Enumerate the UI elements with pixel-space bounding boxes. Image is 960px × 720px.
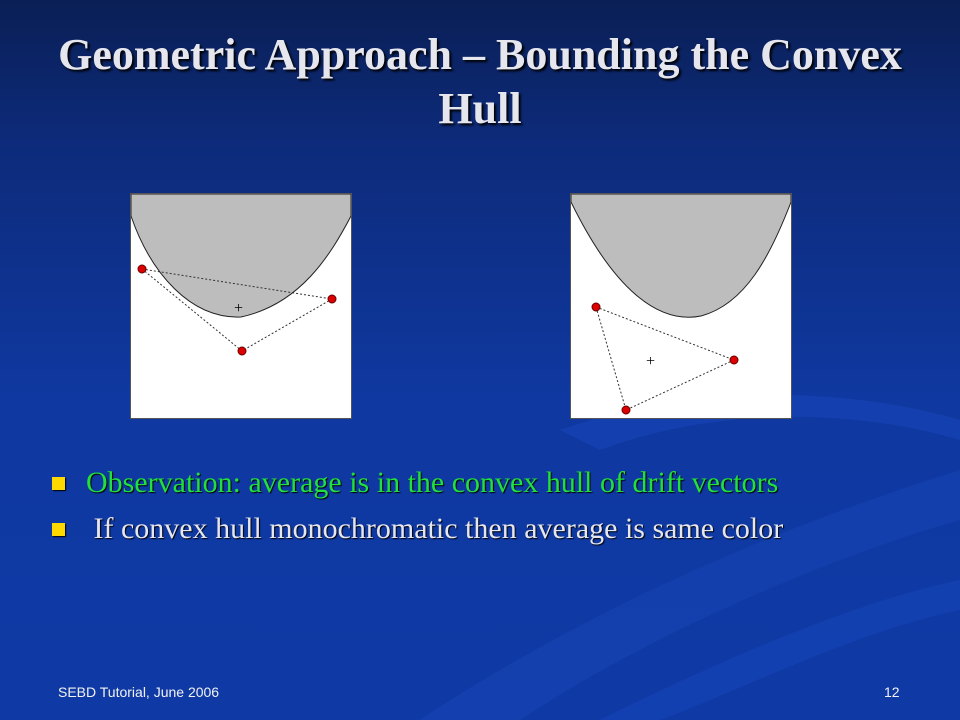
right-point-c <box>622 406 630 414</box>
left-shaded-region <box>131 194 351 317</box>
bullet-list <box>52 464 932 556</box>
left-average-marker: + <box>234 300 244 317</box>
bullet-observation <box>52 464 932 502</box>
bullet-monochromatic-text: If convex hull monochromatic then average is same color <box>86 512 784 545</box>
left-figure <box>130 193 352 419</box>
right-shaded-region <box>571 194 791 317</box>
left-figure-drawing <box>131 194 351 418</box>
right-point-a <box>592 303 600 311</box>
right-point-b <box>730 356 738 364</box>
bullet-monochromatic <box>52 510 932 548</box>
page-number: 12 <box>884 684 900 700</box>
right-hull-edges <box>596 307 734 410</box>
bullet-square-icon <box>52 477 65 490</box>
left-point-b <box>328 295 336 303</box>
slide-title: Geometric Approach – Bounding the Convex Hull <box>58 30 902 133</box>
left-point-c <box>238 347 246 355</box>
right-figure <box>570 193 792 419</box>
right-figure-drawing <box>571 194 791 418</box>
right-average-marker: + <box>646 353 656 370</box>
bullet-square-icon <box>52 523 65 536</box>
bullet-observation-text: Observation: average is in the convex hull of drift vectors <box>86 466 779 499</box>
left-point-a <box>138 265 146 273</box>
footer-text: SEBD Tutorial, June 2006 <box>58 684 220 700</box>
